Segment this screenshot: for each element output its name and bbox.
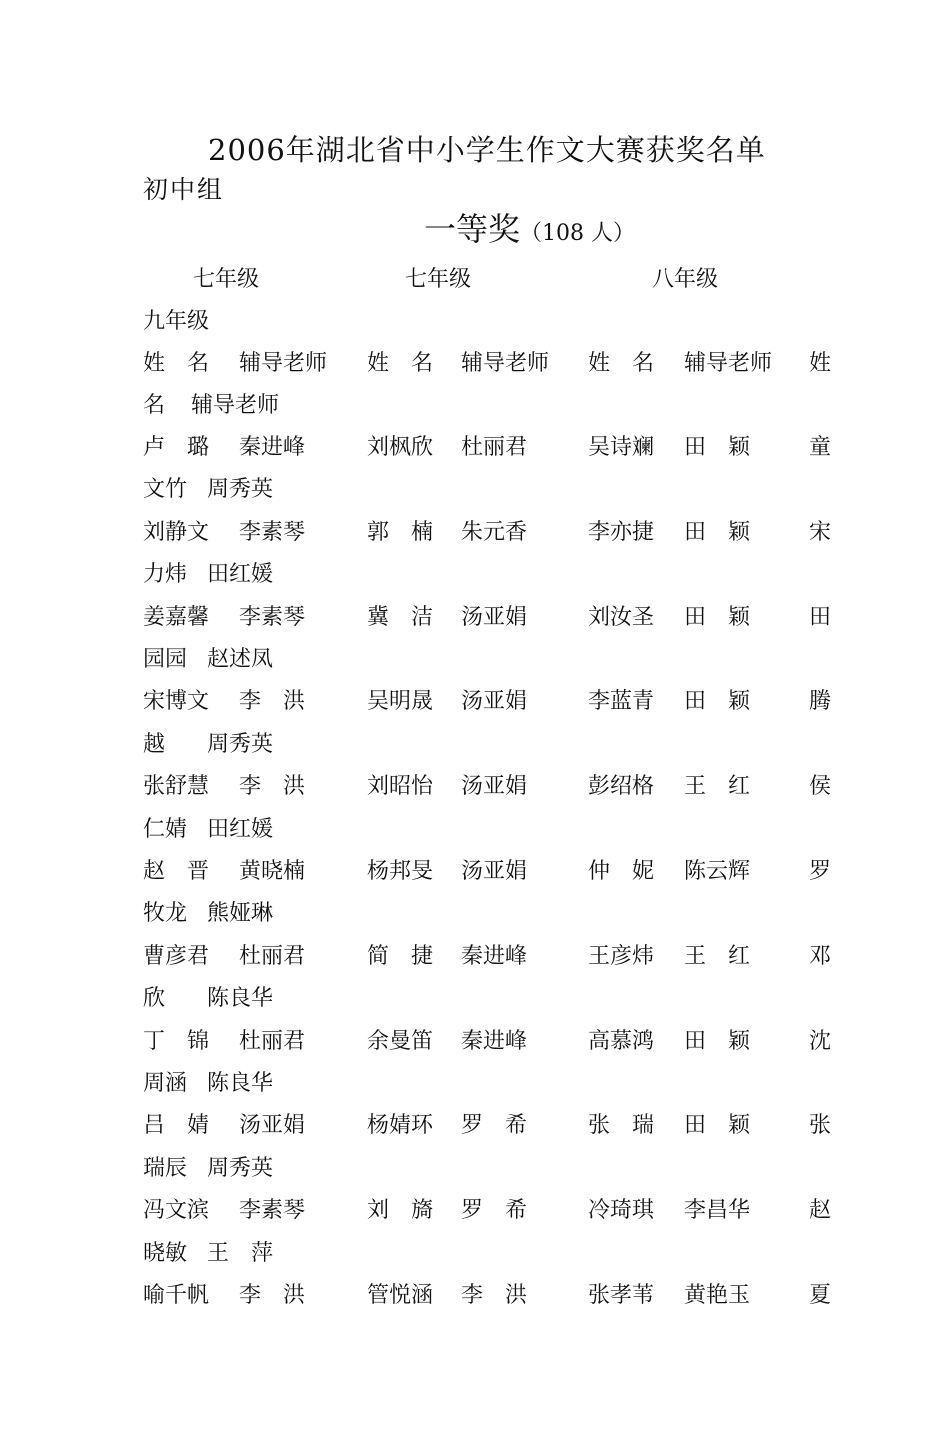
student-name: 罗 xyxy=(809,859,832,884)
teacher-name: 周秀英 xyxy=(207,1155,274,1181)
student-name: 刘昭怡 xyxy=(367,774,434,800)
student-name: 丁 锦 xyxy=(143,1028,210,1054)
student-name: 杨邦旻 xyxy=(367,859,434,884)
award-count: （108 人） xyxy=(520,221,636,246)
student-name: 张舒慧 xyxy=(143,774,210,800)
student-name: 张孝苇 xyxy=(588,1283,655,1308)
student-name: 童 xyxy=(809,435,832,460)
student-name: 仁婧 xyxy=(143,816,188,842)
teacher-name: 田 颖 xyxy=(684,604,751,630)
winner-row-wrap xyxy=(143,1236,843,1276)
student-name: 曹彦君 xyxy=(143,943,210,969)
col-teacher-header: 辅导老师 xyxy=(191,393,280,418)
teacher-name: 秦进峰 xyxy=(461,943,528,969)
award-heading xyxy=(424,204,635,250)
teacher-name: 罗 希 xyxy=(461,1113,528,1139)
teacher-name: 李 洪 xyxy=(239,1283,306,1308)
winner-row xyxy=(143,1278,843,1318)
teacher-name: 黄艳玉 xyxy=(684,1283,751,1308)
winner-row-wrap xyxy=(143,642,843,682)
student-name: 侯 xyxy=(809,774,832,800)
student-name: 瑞辰 xyxy=(143,1155,188,1181)
teacher-name: 汤亚娟 xyxy=(461,604,528,630)
student-name: 仲 妮 xyxy=(588,859,655,884)
winner-row xyxy=(143,600,843,640)
teacher-name: 黄晓楠 xyxy=(239,859,306,884)
teacher-name: 王 红 xyxy=(684,943,751,969)
student-name: 宋 xyxy=(809,519,832,545)
col-teacher-header: 辅导老师 xyxy=(684,351,773,376)
grade-label: 九年级 xyxy=(143,309,210,334)
teacher-name: 田 颖 xyxy=(684,689,751,715)
student-name: 喻千帆 xyxy=(143,1283,210,1308)
winner-row xyxy=(143,939,843,979)
teacher-name: 汤亚娟 xyxy=(461,859,528,884)
teacher-name: 秦进峰 xyxy=(239,435,306,460)
winner-row-wrap xyxy=(143,896,843,936)
winner-row xyxy=(143,854,843,894)
col-name-header: 姓 名 xyxy=(143,351,210,376)
student-name: 欣 xyxy=(143,986,166,1012)
winner-row-wrap xyxy=(143,557,843,597)
teacher-name: 杜丽君 xyxy=(239,943,306,969)
award-label: 一等奖 xyxy=(424,210,521,248)
teacher-name: 陈良华 xyxy=(207,1071,274,1096)
student-name: 冀 洁 xyxy=(367,604,434,630)
student-name: 赵 晋 xyxy=(143,859,210,884)
column-header-line xyxy=(143,346,843,386)
student-name: 越 xyxy=(143,731,166,757)
teacher-name: 周秀英 xyxy=(207,731,274,757)
teacher-name: 陈云辉 xyxy=(684,859,751,884)
student-name: 晓敏 xyxy=(143,1240,188,1266)
student-name: 吴明晟 xyxy=(367,689,434,715)
winner-row xyxy=(143,430,843,470)
student-name: 刘枫欣 xyxy=(367,435,434,460)
student-name: 张 xyxy=(809,1113,832,1139)
teacher-name: 周秀英 xyxy=(207,477,274,503)
student-name: 冷琦琪 xyxy=(588,1198,655,1224)
student-name: 吴诗斓 xyxy=(588,435,655,460)
teacher-name: 李 洪 xyxy=(239,774,306,800)
winner-row xyxy=(143,1193,843,1233)
student-name: 园园 xyxy=(143,647,188,672)
teacher-name: 陈良华 xyxy=(207,986,274,1012)
col-name-header: 姓 名 xyxy=(588,351,655,376)
winner-row-wrap xyxy=(143,472,843,512)
student-name: 夏 xyxy=(809,1283,832,1308)
winner-row xyxy=(143,515,843,555)
teacher-name: 王 红 xyxy=(684,774,751,800)
grade-label: 八年级 xyxy=(652,267,719,292)
teacher-name: 朱元香 xyxy=(461,519,528,545)
student-name: 宋博文 xyxy=(143,689,210,715)
student-name: 赵 xyxy=(809,1198,832,1224)
teacher-name: 李 洪 xyxy=(461,1283,528,1308)
student-name: 姜嘉馨 xyxy=(143,604,210,630)
teacher-name: 汤亚娟 xyxy=(239,1113,306,1139)
teacher-name: 杜丽君 xyxy=(239,1028,306,1054)
winner-row xyxy=(143,769,843,809)
teacher-name: 熊娅琳 xyxy=(207,901,274,927)
winner-row-wrap xyxy=(143,727,843,767)
teacher-name: 李 洪 xyxy=(239,689,306,715)
winner-row-wrap xyxy=(143,812,843,852)
document-title: 2006年湖北省中小学生作文大赛获奖名单 xyxy=(208,133,766,167)
student-name: 李蓝青 xyxy=(588,689,655,715)
student-name: 冯文滨 xyxy=(143,1198,210,1224)
teacher-name: 赵述凤 xyxy=(207,647,274,672)
student-name: 牧龙 xyxy=(143,901,188,927)
student-name: 邓 xyxy=(809,943,832,969)
teacher-name: 王 萍 xyxy=(207,1240,274,1266)
student-name: 沈 xyxy=(809,1028,832,1054)
student-name: 刘 旖 xyxy=(367,1198,434,1224)
student-name: 卢 璐 xyxy=(143,435,210,460)
grade-label: 七年级 xyxy=(193,267,260,292)
student-name: 李亦捷 xyxy=(588,519,655,545)
teacher-name: 田 颖 xyxy=(684,519,751,545)
student-name: 张 瑞 xyxy=(588,1113,655,1139)
student-name: 王彦炜 xyxy=(588,943,655,969)
teacher-name: 李素琴 xyxy=(239,519,306,545)
student-name: 刘静文 xyxy=(143,519,210,545)
winner-row-wrap xyxy=(143,1151,843,1191)
student-name: 余曼笛 xyxy=(367,1028,434,1054)
winner-row-wrap xyxy=(143,981,843,1021)
teacher-name: 杜丽君 xyxy=(461,435,528,460)
grade-header-line xyxy=(143,262,843,302)
student-name: 文竹 xyxy=(143,477,188,503)
student-name: 田 xyxy=(809,604,832,630)
student-name: 刘汝圣 xyxy=(588,604,655,630)
teacher-name: 田红媛 xyxy=(207,562,274,588)
teacher-name: 田 颖 xyxy=(684,435,751,460)
student-name: 郭 楠 xyxy=(367,519,434,545)
column-header-wrap xyxy=(143,388,843,428)
student-name: 简 捷 xyxy=(367,943,434,969)
teacher-name: 李素琴 xyxy=(239,604,306,630)
col-name-header: 姓 xyxy=(809,351,832,376)
col-teacher-header: 辅导老师 xyxy=(461,351,550,376)
col-name-header: 名 xyxy=(143,393,166,418)
teacher-name: 李素琴 xyxy=(239,1198,306,1224)
student-name: 彭绍格 xyxy=(588,774,655,800)
teacher-name: 田 颖 xyxy=(684,1113,751,1139)
col-name-header: 姓 名 xyxy=(367,351,434,376)
student-name: 腾 xyxy=(809,689,832,715)
col-teacher-header: 辅导老师 xyxy=(239,351,328,376)
student-name: 杨婧环 xyxy=(367,1113,434,1139)
student-name: 吕 婧 xyxy=(143,1113,210,1139)
teacher-name: 李昌华 xyxy=(684,1198,751,1224)
teacher-name: 汤亚娟 xyxy=(461,774,528,800)
student-name: 管悦涵 xyxy=(367,1283,434,1308)
student-name: 周涵 xyxy=(143,1071,188,1096)
document-subtitle: 初中组 xyxy=(143,175,225,204)
teacher-name: 田 颖 xyxy=(684,1028,751,1054)
grade-label: 七年级 xyxy=(405,267,472,292)
winner-row-wrap xyxy=(143,1066,843,1106)
grade-header-wrap xyxy=(143,304,843,344)
teacher-name: 罗 希 xyxy=(461,1198,528,1224)
winner-row xyxy=(143,684,843,724)
teacher-name: 秦进峰 xyxy=(461,1028,528,1054)
teacher-name: 田红媛 xyxy=(207,816,274,842)
student-name: 力炜 xyxy=(143,562,188,588)
teacher-name: 汤亚娟 xyxy=(461,689,528,715)
winner-row xyxy=(143,1108,843,1148)
student-name: 高慕鸿 xyxy=(588,1028,655,1054)
winner-row xyxy=(143,1024,843,1064)
